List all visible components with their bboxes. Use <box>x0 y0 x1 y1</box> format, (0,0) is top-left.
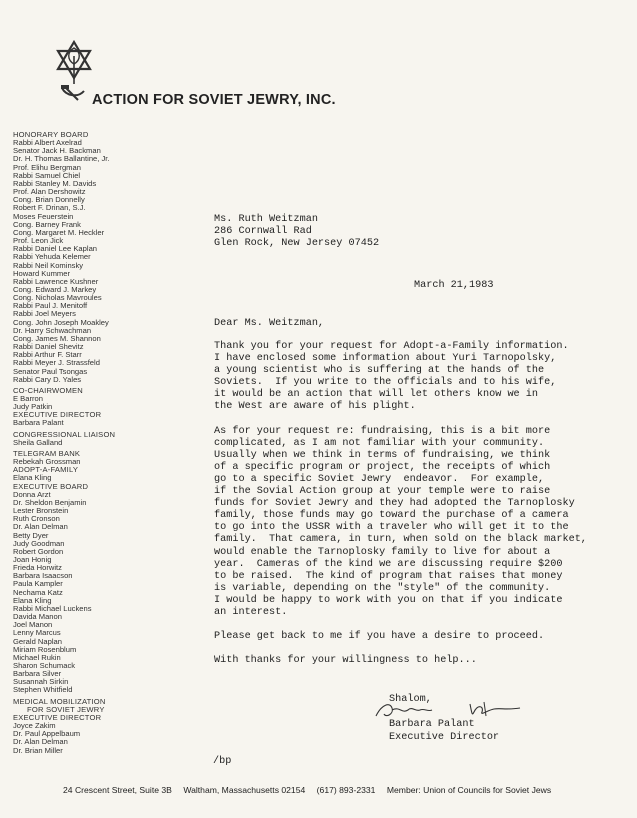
text-line: to go into the USSR with a traveler who will get it to the <box>214 522 569 534</box>
board-member: Robert Gordon <box>13 546 64 556</box>
board-member: Joyce Zakim <box>13 721 56 731</box>
footer-member: Member: Union of Councils for Soviet Jews <box>386 785 552 795</box>
signer-name: Barbara Palant <box>389 718 475 730</box>
section-heading: EXECUTIVE DIRECTOR <box>13 712 102 722</box>
star-of-david-hammer-sickle-icon <box>52 38 96 104</box>
board-member: Prof. Elihu Bergman <box>13 162 81 172</box>
text-line: would enable the Tarnoplosky family to live for about a <box>214 546 551 558</box>
sidebar-section <box>13 131 183 384</box>
board-member: Barbara Palant <box>13 418 64 428</box>
text-line: if the Sovial Action group at your temple were to raise <box>214 486 551 498</box>
board-member: Rabbi Samuel Chiel <box>13 170 81 180</box>
text-line: family, those funds may go toward the purchase of a camera <box>214 510 569 522</box>
board-member: Dr. Sheldon Benjamin <box>13 497 87 507</box>
address-line: Glen Rock, New Jersey 07452 <box>214 238 380 250</box>
board-member: Lenny Marcus <box>13 628 61 638</box>
board-member: Cong. Margaret M. Heckler <box>13 227 105 237</box>
board-member: Senator Paul Tsongas <box>13 366 88 376</box>
sidebar-section <box>13 431 183 447</box>
board-member: Prof. Leon Jick <box>13 236 64 246</box>
sidebar-section <box>13 411 183 427</box>
board-member: Senator Jack H. Backman <box>13 146 101 156</box>
board-member: Frieda Horwitz <box>13 563 62 573</box>
board-member: Cong. James M. Shannon <box>13 333 101 343</box>
board-member: Elana Kling <box>13 595 52 605</box>
board-member: Barbara Silver <box>13 669 62 679</box>
address-line: Ms. Ruth Weitzman <box>214 214 318 225</box>
section-heading: ADOPT-A-FAMILY <box>13 465 79 475</box>
board-member: Dr. Paul Appelbaum <box>13 729 81 739</box>
board-member: Rabbi Paul J. Menitoff <box>13 301 88 311</box>
paragraph <box>214 655 587 667</box>
text-line: it would be an action that will let others know we in <box>214 389 539 401</box>
section-heading: CO-CHAIRWOMEN <box>13 385 83 395</box>
board-member: Joel Manon <box>13 620 53 630</box>
letter-date: March 21,1983 <box>414 280 494 291</box>
board-member: Cong. John Joseph Moakley <box>13 317 109 327</box>
text-line: Thank you for your request for Adopt-a-Family information. <box>214 341 569 352</box>
board-member: Nechama Katz <box>13 587 63 597</box>
board-member: Cong. Edward J. Markey <box>13 284 97 294</box>
paragraph <box>214 426 587 620</box>
section-heading: TELEGRAM BANK <box>13 448 81 458</box>
sidebar-section <box>13 714 183 755</box>
sidebar-section <box>13 387 183 411</box>
board-member: Betty Dyer <box>13 530 49 540</box>
board-member: Rabbi Arthur F. Starr <box>13 350 82 360</box>
handwritten-signature <box>372 696 532 722</box>
board-member: Dr. Alan Delman <box>13 522 68 532</box>
text-line: Please get back to me if you have a desire to proceed. <box>214 631 545 643</box>
text-line: With thanks for your willingness to help... <box>214 655 477 667</box>
board-member: Stephen Whitfield <box>13 685 73 695</box>
board-member: Susannah Sirkin <box>13 677 69 687</box>
text-line: a young scientist who is suffering at the hands of the <box>214 365 545 377</box>
board-member: Dr. Alan Delman <box>13 737 68 747</box>
footer-city: Waltham, Massachusetts 02154 <box>183 785 306 795</box>
recipient-address <box>214 214 624 250</box>
board-member: Miriam Rosenblum <box>13 644 77 654</box>
board-member: Howard Kummer <box>13 268 70 278</box>
text-line: Soviets. If you write to the officials and to his wife, <box>214 377 557 389</box>
board-roster-sidebar <box>13 131 183 755</box>
board-member: Gerald Naplan <box>13 636 62 646</box>
paragraph <box>214 341 587 414</box>
board-member: Rabbi Albert Axelrad <box>13 138 82 148</box>
text-line: I would be happy to work with you on that if you indicate <box>214 594 563 606</box>
board-member: Rabbi Cary D. Yales <box>13 374 82 384</box>
board-member: Rabbi Daniel Shevitz <box>13 342 84 352</box>
board-member: Donna Arzt <box>13 489 51 499</box>
board-member: Judy Patkin <box>13 402 53 412</box>
typist-initials: /bp <box>213 756 232 767</box>
board-member: Rabbi Stanley M. Davids <box>13 178 97 188</box>
footer-address: 24 Crescent Street, Suite 3B <box>63 785 172 795</box>
board-member: Michael Rukin <box>13 652 61 662</box>
board-member: Cong. Barney Frank <box>13 219 81 229</box>
address-line: 286 Cornwall Rad <box>214 226 312 238</box>
paragraph <box>214 631 587 643</box>
text-line: is variable, depending on the "style" of the community. <box>214 582 551 594</box>
text-line: complicated, as I am not familiar with your community. <box>214 437 545 449</box>
board-member: Lester Bronstein <box>13 506 69 516</box>
sidebar-section <box>13 698 183 714</box>
section-heading: CONGRESSIONAL LIAISON <box>13 429 116 439</box>
letter-body <box>214 341 587 679</box>
board-member: Rabbi Neil Kominsky <box>13 260 84 270</box>
board-member: Cong. Brian Donnelly <box>13 195 85 205</box>
board-member: Rabbi Michael Luckens <box>13 603 92 613</box>
salutation: Dear Ms. Weitzman, <box>214 318 325 329</box>
board-member: Rebekah Grossman <box>13 457 81 467</box>
board-member: Sheila Galland <box>13 437 63 447</box>
board-member: Dr. Harry Schwachman <box>13 325 92 335</box>
text-line: funds for Soviet Jewry and they had adopted the Tarnoplosky <box>214 498 575 510</box>
board-member: Judy Goodman <box>13 538 65 548</box>
board-member: Moses Feuerstein <box>13 211 74 221</box>
signer-title: Executive Director <box>389 731 500 743</box>
board-member: Joan Honig <box>13 554 52 564</box>
section-heading: MEDICAL MOBILIZATION <box>13 696 106 706</box>
section-heading: EXECUTIVE DIRECTOR <box>13 410 102 420</box>
section-heading: EXECUTIVE BOARD <box>13 481 89 491</box>
board-member: Elana Kling <box>13 473 52 483</box>
text-line: the West are aware of his plight. <box>214 401 416 413</box>
text-line: to be raised. The kind of program that raises that money <box>214 570 563 582</box>
sidebar-section <box>13 466 183 482</box>
board-member: Cong. Nicholas Mavroules <box>13 293 102 303</box>
board-member: Robert F. Drinan, S.J. <box>13 203 86 213</box>
board-member: Rabbi Meyer J. Strassfeld <box>13 358 100 368</box>
section-heading: FOR SOVIET JEWRY <box>27 704 105 714</box>
text-line: go to a specific Soviet Jewry endeavor. For example, <box>214 473 545 485</box>
board-member: Davida Manon <box>13 612 62 622</box>
letterhead-footer <box>63 785 623 795</box>
closing: Shalom, <box>389 694 432 705</box>
sidebar-section <box>13 450 183 466</box>
organization-name: ACTION FOR SOVIET JEWRY, INC. <box>92 92 336 108</box>
board-member: E Barron <box>13 394 43 403</box>
text-line: family. That camera, in turn, when sold on the black market, <box>214 534 587 546</box>
board-member: Ruth Cronson <box>13 514 60 524</box>
sidebar-section <box>13 483 183 695</box>
board-member: Rabbi Joel Meyers <box>13 309 76 319</box>
text-line: of a specific program or project, the receipts of which <box>214 461 551 473</box>
board-member: Barbara Isaacson <box>13 571 73 581</box>
board-member: Dr. H. Thomas Ballantine, Jr. <box>13 154 110 164</box>
footer-phone: (617) 893-2331 <box>316 785 376 795</box>
board-member: Rabbi Lawrence Kushner <box>13 276 99 286</box>
text-line: I have enclosed some information about Yuri Tarnopolsky, <box>214 353 557 365</box>
text-line: As for your request re: fundraising, this is a bit more <box>214 425 551 437</box>
text-line: Usually when we think in terms of fundraising, we think <box>214 449 551 461</box>
board-member: Dr. Brian Miller <box>13 745 63 755</box>
board-member: Paula Kampler <box>13 579 63 589</box>
board-member: Prof. Alan Dershowitz <box>13 187 86 197</box>
text-line: year. Cameras of the kind we are discussing require $200 <box>214 558 563 570</box>
board-member: Rabbi Yehuda Kelemer <box>13 252 91 262</box>
text-line: an interest. <box>214 606 288 618</box>
board-member: Rabbi Daniel Lee Kaplan <box>13 244 98 254</box>
section-heading: HONORARY BOARD <box>13 130 89 139</box>
board-member: Sharon Schumack <box>13 661 76 670</box>
